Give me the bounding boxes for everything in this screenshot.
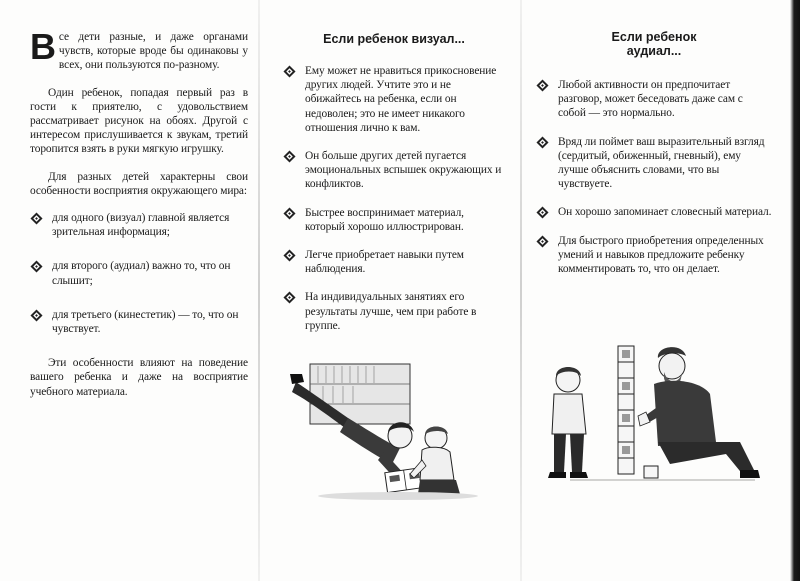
list-item-text: Ему может не нравиться прикосновение других людей. Учтите это и не обижайтесь на ребенка, если он недоволен; это не имеет никакого отношения лично к вам. bbox=[305, 65, 497, 134]
diamond-bullet-icon bbox=[536, 136, 549, 149]
list-item bbox=[283, 206, 505, 234]
list-item-text: Легче приобретает навыки путем наблюдения. bbox=[305, 249, 464, 276]
list-item bbox=[30, 259, 248, 287]
left-column bbox=[30, 26, 248, 399]
reading-together-illustration bbox=[288, 352, 493, 502]
list-item-text: На индивидуальных занятиях его результаты лучше, чем при работе в группе. bbox=[305, 291, 477, 332]
list-item bbox=[283, 64, 505, 135]
list-item-text: Для быстрого приобретения определенных умений и навыков предложите ребенку комментировать то, что он делает. bbox=[558, 234, 764, 276]
diamond-bullet-icon bbox=[283, 249, 296, 262]
list-item-text: Он больше других детей пугается эмоциональных вспышек окружающих и конфликтов. bbox=[305, 150, 502, 191]
intro-text: се дети разные, и даже органами чувств, которые вроде бы одинаковы у всех, они пользуются по-разному. bbox=[58, 31, 248, 72]
diamond-bullet-icon bbox=[536, 206, 549, 219]
list-item-text: для третьего (кинестетик) — то, что он чувствует. bbox=[52, 308, 239, 336]
list-item bbox=[536, 135, 772, 192]
block-tower-illustration bbox=[540, 338, 765, 498]
list-item-text: Быстрее воспринимает материал, который хорошо иллюстрирован. bbox=[305, 206, 464, 233]
list-item bbox=[283, 290, 505, 333]
list-item bbox=[30, 308, 248, 336]
diamond-bullet-icon bbox=[30, 212, 43, 225]
list-item bbox=[536, 205, 772, 219]
list-item bbox=[30, 211, 248, 239]
heading-line: Если ребенок bbox=[611, 30, 697, 44]
diamond-bullet-icon bbox=[283, 150, 296, 163]
paragraph-conclusion: Эти особенности влияют на поведение вашего ребенка и даже на восприятие учебного материала. bbox=[30, 357, 248, 398]
diamond-bullet-icon bbox=[30, 309, 43, 322]
list-item-text: Вряд ли поймет ваш выразительный взгляд (сердитый, обиженный, гневный), ему лучше объяснить словами, что вы чувствуете. bbox=[558, 135, 765, 191]
diamond-bullet-icon bbox=[283, 65, 296, 78]
list-item-text: для одного (визуал) главной является зрительная информация; bbox=[52, 212, 230, 239]
drop-cap: В bbox=[30, 26, 56, 67]
section-heading-auditory bbox=[536, 30, 772, 58]
list-item-text: для второго (аудиал) важно то, что он слышит; bbox=[52, 260, 231, 287]
paragraph-perception: Для разных детей характерны свои особенности восприятия окружающего мира: bbox=[30, 170, 248, 197]
diamond-bullet-icon bbox=[536, 79, 549, 92]
list-item-text: Он хорошо запоминает словесный материал. bbox=[558, 206, 772, 219]
paragraph-guest: Один ребенок, попадая первый раз в гости к приятелю, с удовольствием рассматривает рисунок на обоях. Другой с интересом прислушивается к звукам, третий торопится взять в руки мягкую игрушку. bbox=[30, 86, 248, 156]
list-item-text: Любой активности он предпочитает разговор, может беседовать даже сам с собой — это нормально. bbox=[558, 79, 743, 120]
section-heading-visual: Если ребенок визуал... bbox=[323, 32, 465, 46]
diamond-bullet-icon bbox=[283, 291, 296, 304]
list-item bbox=[536, 234, 772, 277]
list-item bbox=[283, 248, 505, 276]
fold-line-left bbox=[258, 0, 260, 581]
list-item bbox=[536, 78, 772, 121]
middle-column bbox=[283, 32, 505, 347]
heading-line: аудиал... bbox=[626, 44, 682, 58]
intro-paragraph bbox=[30, 26, 248, 73]
diamond-bullet-icon bbox=[30, 260, 43, 273]
diamond-bullet-icon bbox=[536, 235, 549, 248]
list-item bbox=[283, 149, 505, 192]
fold-line-right bbox=[520, 0, 522, 581]
right-column bbox=[536, 30, 772, 290]
page-edge bbox=[790, 0, 800, 581]
diamond-bullet-icon bbox=[283, 207, 296, 220]
